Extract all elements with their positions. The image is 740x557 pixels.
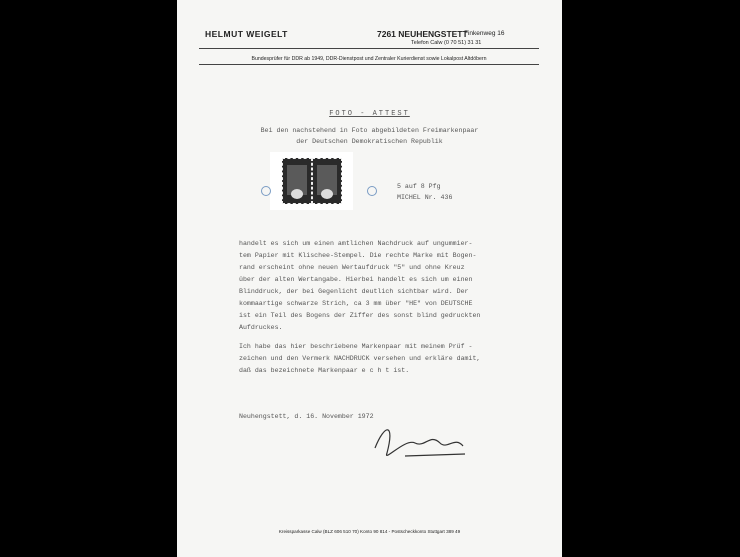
body-line: Aufdruckes. [239, 324, 283, 331]
signature [365, 418, 475, 468]
catalog-line: MICHEL Nr. 436 [397, 194, 453, 201]
document-title: FOTO - ATTEST [329, 110, 410, 118]
closing-line: daß das bezeichnete Markenpaar e c h t ist. [239, 367, 410, 374]
expert-name: HELMUT WEIGELT [205, 29, 288, 39]
stamp-pair-photo [270, 152, 353, 210]
expert-phone: Telefon Calw (0 70 51) 31 31 [411, 40, 482, 46]
stamp-right [312, 158, 342, 204]
intro-line-1: Bei den nachstehend in Foto abgebildeten Freimarkenpaar [260, 127, 479, 134]
intro-line-2: der Deutschen Demokratischen Republik [296, 138, 443, 145]
certificate-page [177, 0, 562, 557]
value-line: 5 auf 8 Pfg [397, 183, 441, 190]
body-line: über der alten Wertangabe. Hierbei handelt es sich um einen [239, 276, 473, 283]
bank-details: Kreissparkasse Calw (BLZ 606 510 70) Konto 90 814 - Postscheckkonto Stuttgart 389 49 [278, 529, 461, 534]
body-line: handelt es sich um einen amtlichen Nachdruck auf ungummier- [239, 240, 473, 247]
closing-line: zeichen und den Vermerk NACHDRUCK versehen und erkläre damit, [239, 355, 481, 362]
body-line: rand erscheint ohne neuen Wertaufdruck "5" und ohne Kreuz [239, 264, 465, 271]
body-line: tem Papier mit Klischee-Stempel. Die rechte Marke mit Bogen- [239, 252, 477, 259]
body-line: kommaartige schwarze Strich, ca 3 mm über "HE" von DEUTSCHE [239, 300, 473, 307]
subline-divider [199, 64, 539, 65]
expert-street: Finkenweg 16 [464, 30, 505, 37]
body-line: ist ein Teil des Bogens der Ziffer des sonst blind gedruckten [239, 312, 481, 319]
closing-line: Ich habe das hier beschriebene Markenpaar mit meinem Prüf - [239, 343, 473, 350]
date-line: Neuhengstett, d. 16. November 1972 [239, 413, 374, 420]
stamp-left [282, 158, 312, 204]
expert-credentials: Bundesprüfer für DDR ab 1949, DDR-Dienstpost und Zentraler Kurierdienst sowie Lokalpost Altdöbern [251, 56, 487, 62]
header-divider [199, 48, 539, 49]
expert-seal-right [367, 186, 377, 196]
expert-seal-left [261, 186, 271, 196]
body-line: Blinddruck, der bei Gegenlicht deutlich sichtbar wird. Der [239, 288, 469, 295]
expert-city: 7261 NEUHENGSTETT [377, 29, 468, 39]
